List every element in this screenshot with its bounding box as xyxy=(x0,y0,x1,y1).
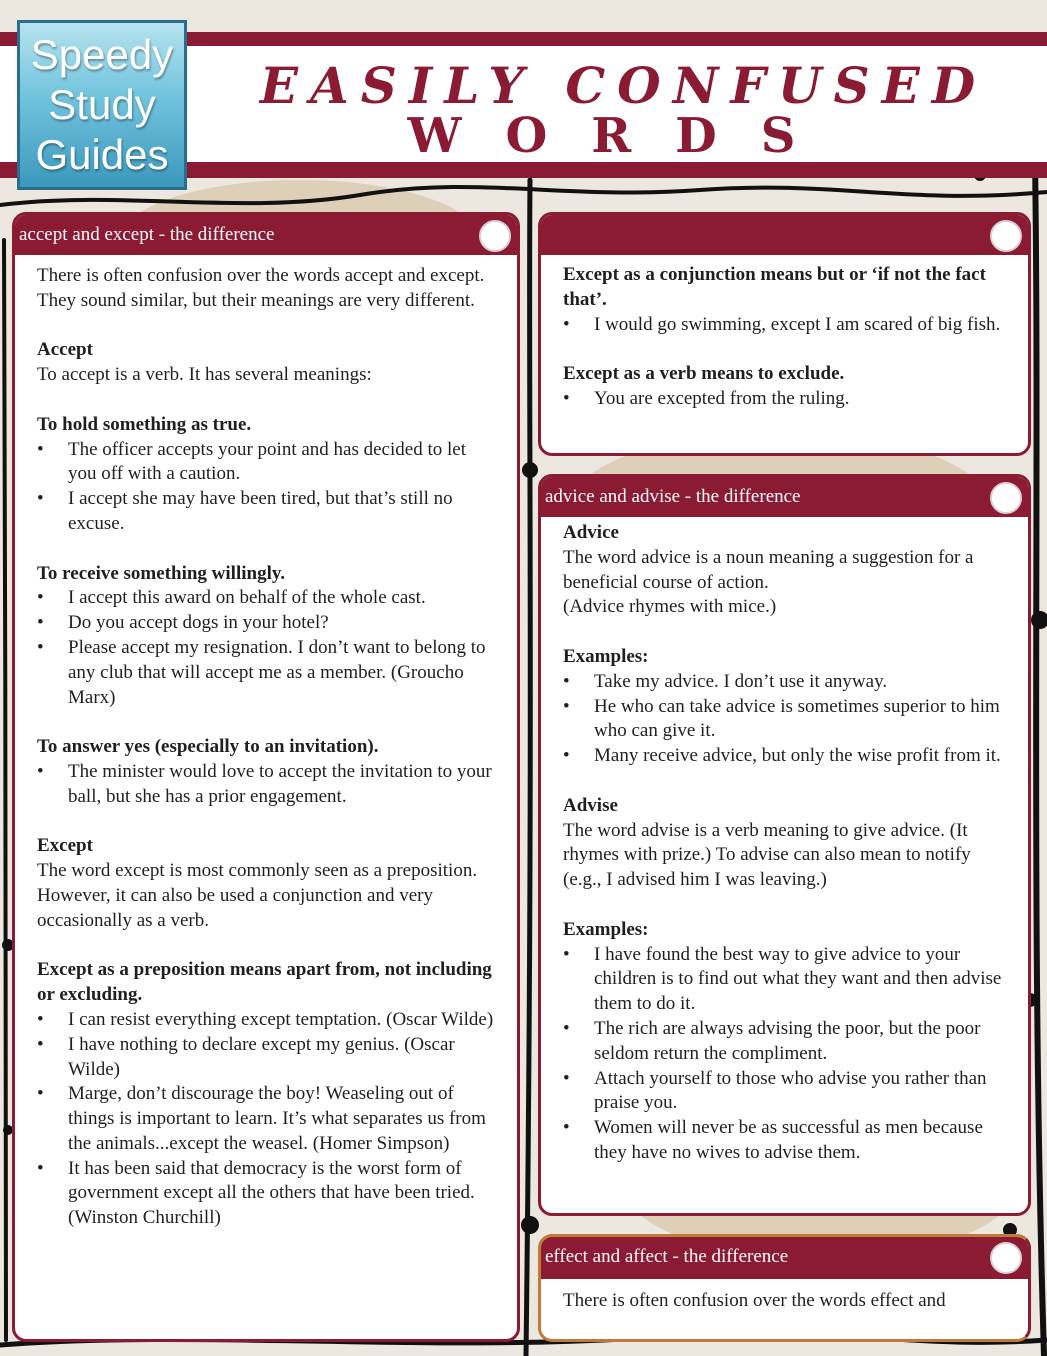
circle-icon xyxy=(990,220,1022,252)
list-item: • I accept she may have been tired, but that’s still no excuse. xyxy=(37,487,497,537)
bullet-list xyxy=(37,586,497,710)
circle-icon xyxy=(479,220,511,252)
section-title: Accept xyxy=(37,339,93,361)
section-title: Except xyxy=(37,835,93,857)
list-item: • Do you accept dogs in your hotel? xyxy=(37,611,497,636)
list-item: • I can resist everything except temptation. (Oscar Wilde) xyxy=(37,1008,497,1033)
list-item: • I have found the best way to give advice to your children is to find out what they want and then advise them to do it. xyxy=(563,943,1008,1017)
subsection-title: To hold something as true. xyxy=(37,413,252,435)
list-item: • Attach yourself to those who advise you rather than praise you. xyxy=(563,1067,1008,1117)
subsection-title: Except as a conjunction means but or ‘if not the fact that’. xyxy=(563,264,986,310)
accept-except-panel xyxy=(12,212,520,1342)
list-item: • He who can take advice is sometimes superior to him who can give it. xyxy=(563,695,1008,745)
subsection-title: Except as a verb means to exclude. xyxy=(563,363,845,385)
panel-heading xyxy=(15,215,517,255)
panel-heading-text: advice and advise - the difference xyxy=(545,486,801,507)
bullet-list xyxy=(37,438,497,537)
speedy-study-guides-logo xyxy=(17,20,187,190)
subsection-title: Examples: xyxy=(563,918,649,940)
list-item: • The rich are always advising the poor, but the poor seldom return the compliment. xyxy=(563,1017,1008,1067)
panel-heading-text: accept and except - the difference xyxy=(19,224,275,245)
section-text: The word except is most commonly seen as a preposition. However, it can also be used a conjunction and very occasionally as a verb. xyxy=(37,860,478,931)
section-note: (Advice rhymes with mice.) xyxy=(563,596,777,618)
list-item: • The officer accepts your point and has decided to let you off with a caution. xyxy=(37,438,497,488)
bullet-list xyxy=(563,313,1008,338)
logo-line: Speedy xyxy=(30,31,174,78)
subsection-title: To receive something willingly. xyxy=(37,562,286,584)
section-text: The word advise is a verb meaning to give advice. (It rhymes with prize.) To advise can also mean to notify (e.g., I advised him I was leaving.) xyxy=(563,819,971,891)
list-item: • It has been said that democracy is the worst form of government except all the others that have been tried. (Winston Churchill) xyxy=(37,1157,497,1231)
subsection-title: Except as a preposition means apart from, not including or excluding. xyxy=(37,959,492,1006)
logo-line: Study xyxy=(48,81,156,128)
bullet-list xyxy=(563,387,1008,412)
page-title-line2: WORDS xyxy=(407,108,840,164)
list-item: • Women will never be as successful as men because they have no wives to advise them. xyxy=(563,1116,1008,1166)
intro-paragraph: There is often confusion over the words effect and xyxy=(563,1290,946,1311)
panel-heading xyxy=(541,477,1028,517)
list-item: • Take my advice. I don’t use it anyway. xyxy=(563,670,1008,695)
panel-heading xyxy=(541,215,1028,255)
panel-heading-text: effect and affect - the difference xyxy=(545,1246,789,1267)
list-item: • I accept this award on behalf of the whole cast. xyxy=(37,586,497,611)
intro-paragraph: There is often confusion over the words accept and except. They sound similar, but their meanings are very different. xyxy=(37,265,485,311)
effect-affect-panel xyxy=(538,1234,1031,1342)
list-item: • I have nothing to declare except my genius. (Oscar Wilde) xyxy=(37,1033,497,1083)
subsection-title: To answer yes (especially to an invitation). xyxy=(37,736,379,758)
list-item: • Many receive advice, but only the wise profit from it. xyxy=(563,744,1008,769)
page-title-line1: EASILY CONFUSED xyxy=(259,56,988,115)
bullet-list xyxy=(563,670,1008,769)
logo-line: Guides xyxy=(35,131,169,178)
section-text: The word advice is a noun meaning a suggestion for a beneficial course of action. xyxy=(563,546,974,593)
except-continued-panel xyxy=(538,212,1031,456)
subsection-title: Examples: xyxy=(563,645,649,667)
circle-icon xyxy=(990,1242,1022,1274)
section-title: Advice xyxy=(563,522,619,543)
list-item: • You are excepted from the ruling. xyxy=(563,387,1008,412)
list-item: • Please accept my resignation. I don’t want to belong to any club that will accept me as a member. (Groucho Marx) xyxy=(37,636,497,710)
list-item: • I would go swimming, except I am scared of big fish. xyxy=(563,313,1008,338)
section-text: To accept is a verb. It has several meanings: xyxy=(37,364,372,386)
bullet-list xyxy=(37,1008,497,1231)
bullet-list xyxy=(563,943,1008,1166)
list-item: • Marge, don’t discourage the boy! Weaseling out of things is important to learn. It’s what separates us from the animals...except the weasel. (Homer Simpson) xyxy=(37,1082,497,1156)
advice-advise-panel xyxy=(538,474,1031,1216)
circle-icon xyxy=(990,482,1022,514)
list-item: • The minister would love to accept the invitation to your ball, but she has a prior engagement. xyxy=(37,760,497,810)
section-title: Advise xyxy=(563,794,618,816)
bullet-list xyxy=(37,760,497,810)
panel-heading xyxy=(541,1237,1028,1279)
